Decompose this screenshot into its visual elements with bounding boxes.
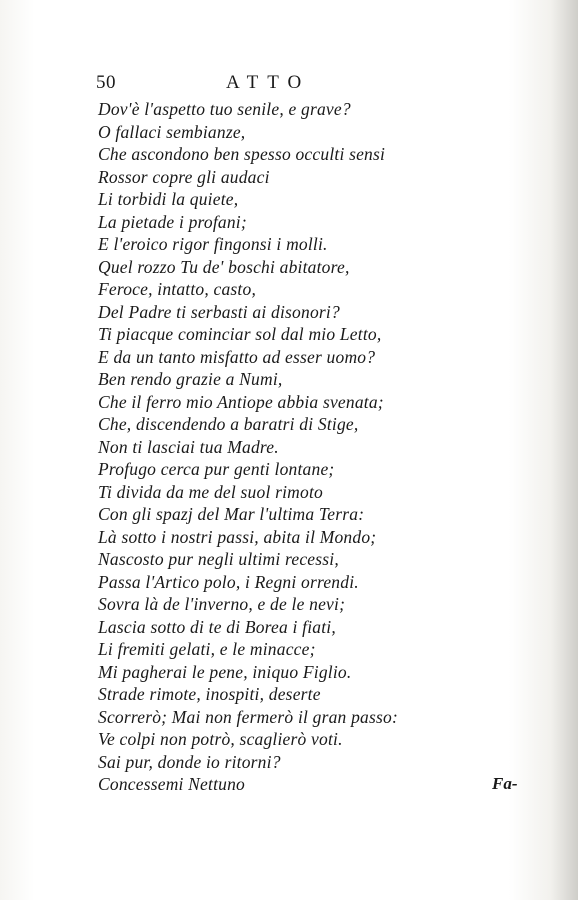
verse-line: Con gli spazj del Mar l'ultima Terra:: [98, 504, 365, 524]
verse-block: [98, 98, 498, 796]
page-edge-shadow: [550, 0, 578, 900]
verse-line: Ve colpi non potrò, scaglierò voti.: [98, 729, 343, 749]
verse-line: Strade rimote, inospiti, deserte: [98, 684, 321, 704]
verse-line: E da un tanto misfatto ad esser uomo?: [98, 346, 376, 367]
verse-line: Rossor copre gli audaci: [98, 166, 270, 187]
running-head: ATTO: [226, 72, 311, 93]
verse-line: Scorrerò; Mai non fermerò il gran passo:: [98, 706, 398, 727]
catchword: Fa-: [492, 774, 518, 793]
verse-line: Ti divida da me del suol rimoto: [98, 481, 323, 502]
verse-line: Che, discendendo a baratri di Stige,: [98, 414, 359, 434]
verse-line: Ti piacque cominciar sol dal mio Letto,: [98, 324, 382, 344]
verse-line: Profugo cerca pur genti lontane;: [98, 459, 335, 479]
verse-line: Lascia sotto di te di Borea i fiati,: [98, 616, 336, 637]
verse-line: Quel rozzo Tu de' boschi abitatore,: [98, 256, 350, 277]
verse-line: Che il ferro mio Antiope abbia svenata;: [98, 391, 384, 412]
page-header: [96, 72, 376, 96]
verse-line: La pietade i profani;: [98, 211, 247, 232]
verse-line: E l'eroico rigor fingonsi i molli.: [98, 234, 328, 254]
verse-line: Là sotto i nostri passi, abita il Mondo;: [98, 526, 377, 547]
verse-line: Del Padre ti serbasti ai disonori?: [98, 301, 340, 322]
verse-line: Sai pur, donde io ritorni?: [98, 751, 281, 772]
verse-line: Concessemi Nettuno: [98, 774, 245, 794]
page-number: 50: [96, 72, 116, 93]
verse-line: Li torbidi la quiete,: [98, 189, 239, 209]
verse-line: Nascosto pur negli ultimi recessi,: [98, 549, 339, 569]
verse-line: Non ti lasciai tua Madre.: [98, 436, 279, 457]
verse-line: O fallaci sembianze,: [98, 121, 246, 142]
verse-line: Dov'è l'aspetto tuo senile, e grave?: [98, 99, 351, 119]
verse-line: Ben rendo grazie a Numi,: [98, 369, 283, 389]
verse-line: Passa l'Artico polo, i Regni orrendi.: [98, 571, 359, 592]
verse-line: Mi pagherai le pene, iniquo Figlio.: [98, 661, 352, 682]
verse-line: Li fremiti gelati, e le minacce;: [98, 639, 316, 659]
verse-line: Feroce, intatto, casto,: [98, 279, 257, 299]
verse-line: Che ascondono ben spesso occulti sensi: [98, 144, 386, 164]
verse-line: Sovra là de l'inverno, e de le nevi;: [98, 594, 346, 614]
